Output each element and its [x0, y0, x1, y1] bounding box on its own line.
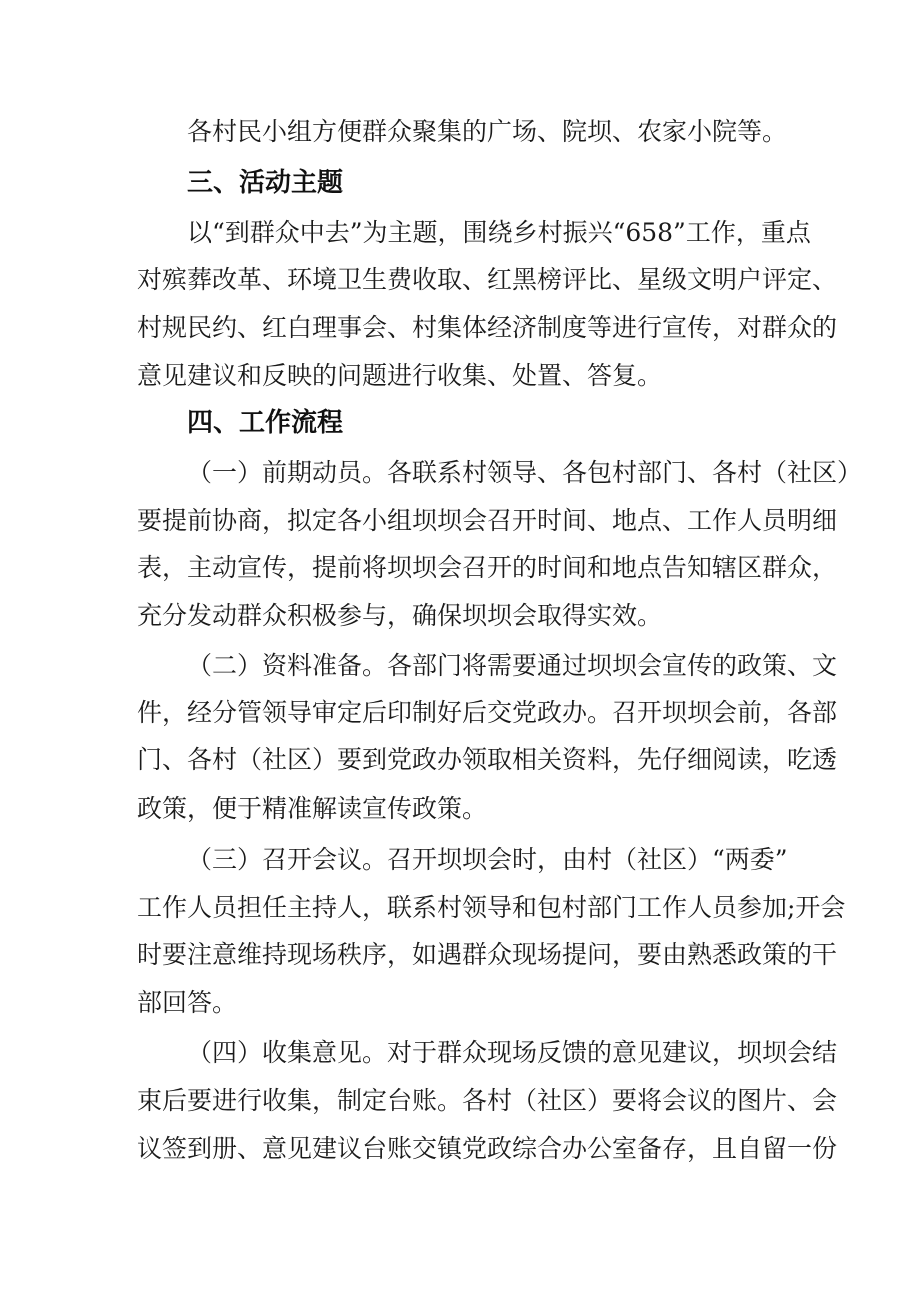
p2-line-3: 门、各村（社区）要到党政办领取相关资料，先仔细阅读，吃透	[137, 745, 838, 774]
p2-line-1: （二）资料准备。各部门将需要通过坝坝会宣传的政策、文	[187, 651, 838, 680]
p3-line-3: 时要注意维持现场秩序，如遇群众现场提问，要由熟悉政策的干	[137, 940, 838, 969]
p1-line-1: （一）前期动员。各联系村领导、各包村部门、各村（社区）	[187, 458, 863, 487]
p3-line-2: 工作人员担任主持人，联系村领导和包村部门工作人员参加;开会	[137, 893, 846, 922]
p4-line-3: 议签到册、意见建议台账交镇党政综合办公室备存，且自留一份	[137, 1134, 838, 1163]
intro-line: 各村民小组方便群众聚集的广场、院坝、农家小院等。	[187, 117, 788, 146]
section-3-heading: 三、活动主题	[187, 168, 344, 198]
p2-line-2: 件，经分管领导审定后印制好后交党政办。召开坝坝会前，各部	[137, 698, 838, 727]
p3-line-1: （三）召开会议。召开坝坝会时，由村（社区）“两委”	[187, 845, 788, 874]
section-3-line-1: 以“到群众中去”为主题，围绕乡村振兴“658”工作，重点	[187, 218, 811, 247]
section-3-line-3: 村规民约、红白理事会、村集体经济制度等进行宣传，对群众的	[137, 313, 838, 342]
section-3-line-4: 意见建议和反映的问题进行收集、处置、答复。	[137, 361, 663, 390]
section-4-heading: 四、工作流程	[187, 408, 344, 438]
p1-line-4: 充分发动群众积极参与，确保坝坝会取得实效。	[137, 601, 663, 630]
p3-line-4: 部回答。	[137, 988, 238, 1017]
p4-line-2: 束后要进行收集，制定台账。各村（社区）要将会议的图片、会	[137, 1086, 838, 1115]
p4-line-1: （四）收集意见。对于群众现场反馈的意见建议，坝坝会结	[187, 1038, 838, 1067]
section-3-line-2: 对殡葬改革、环境卫生费收取、红黑榜评比、星级文明户评定、	[137, 265, 838, 294]
p2-line-4: 政策，便于精准解读宣传政策。	[137, 794, 488, 823]
p1-line-3: 表，主动宣传，提前将坝坝会召开的时间和地点告知辖区群众，	[137, 553, 838, 582]
p1-line-2: 要提前协商，拟定各小组坝坝会召开时间、地点、工作人员明细	[137, 506, 838, 535]
